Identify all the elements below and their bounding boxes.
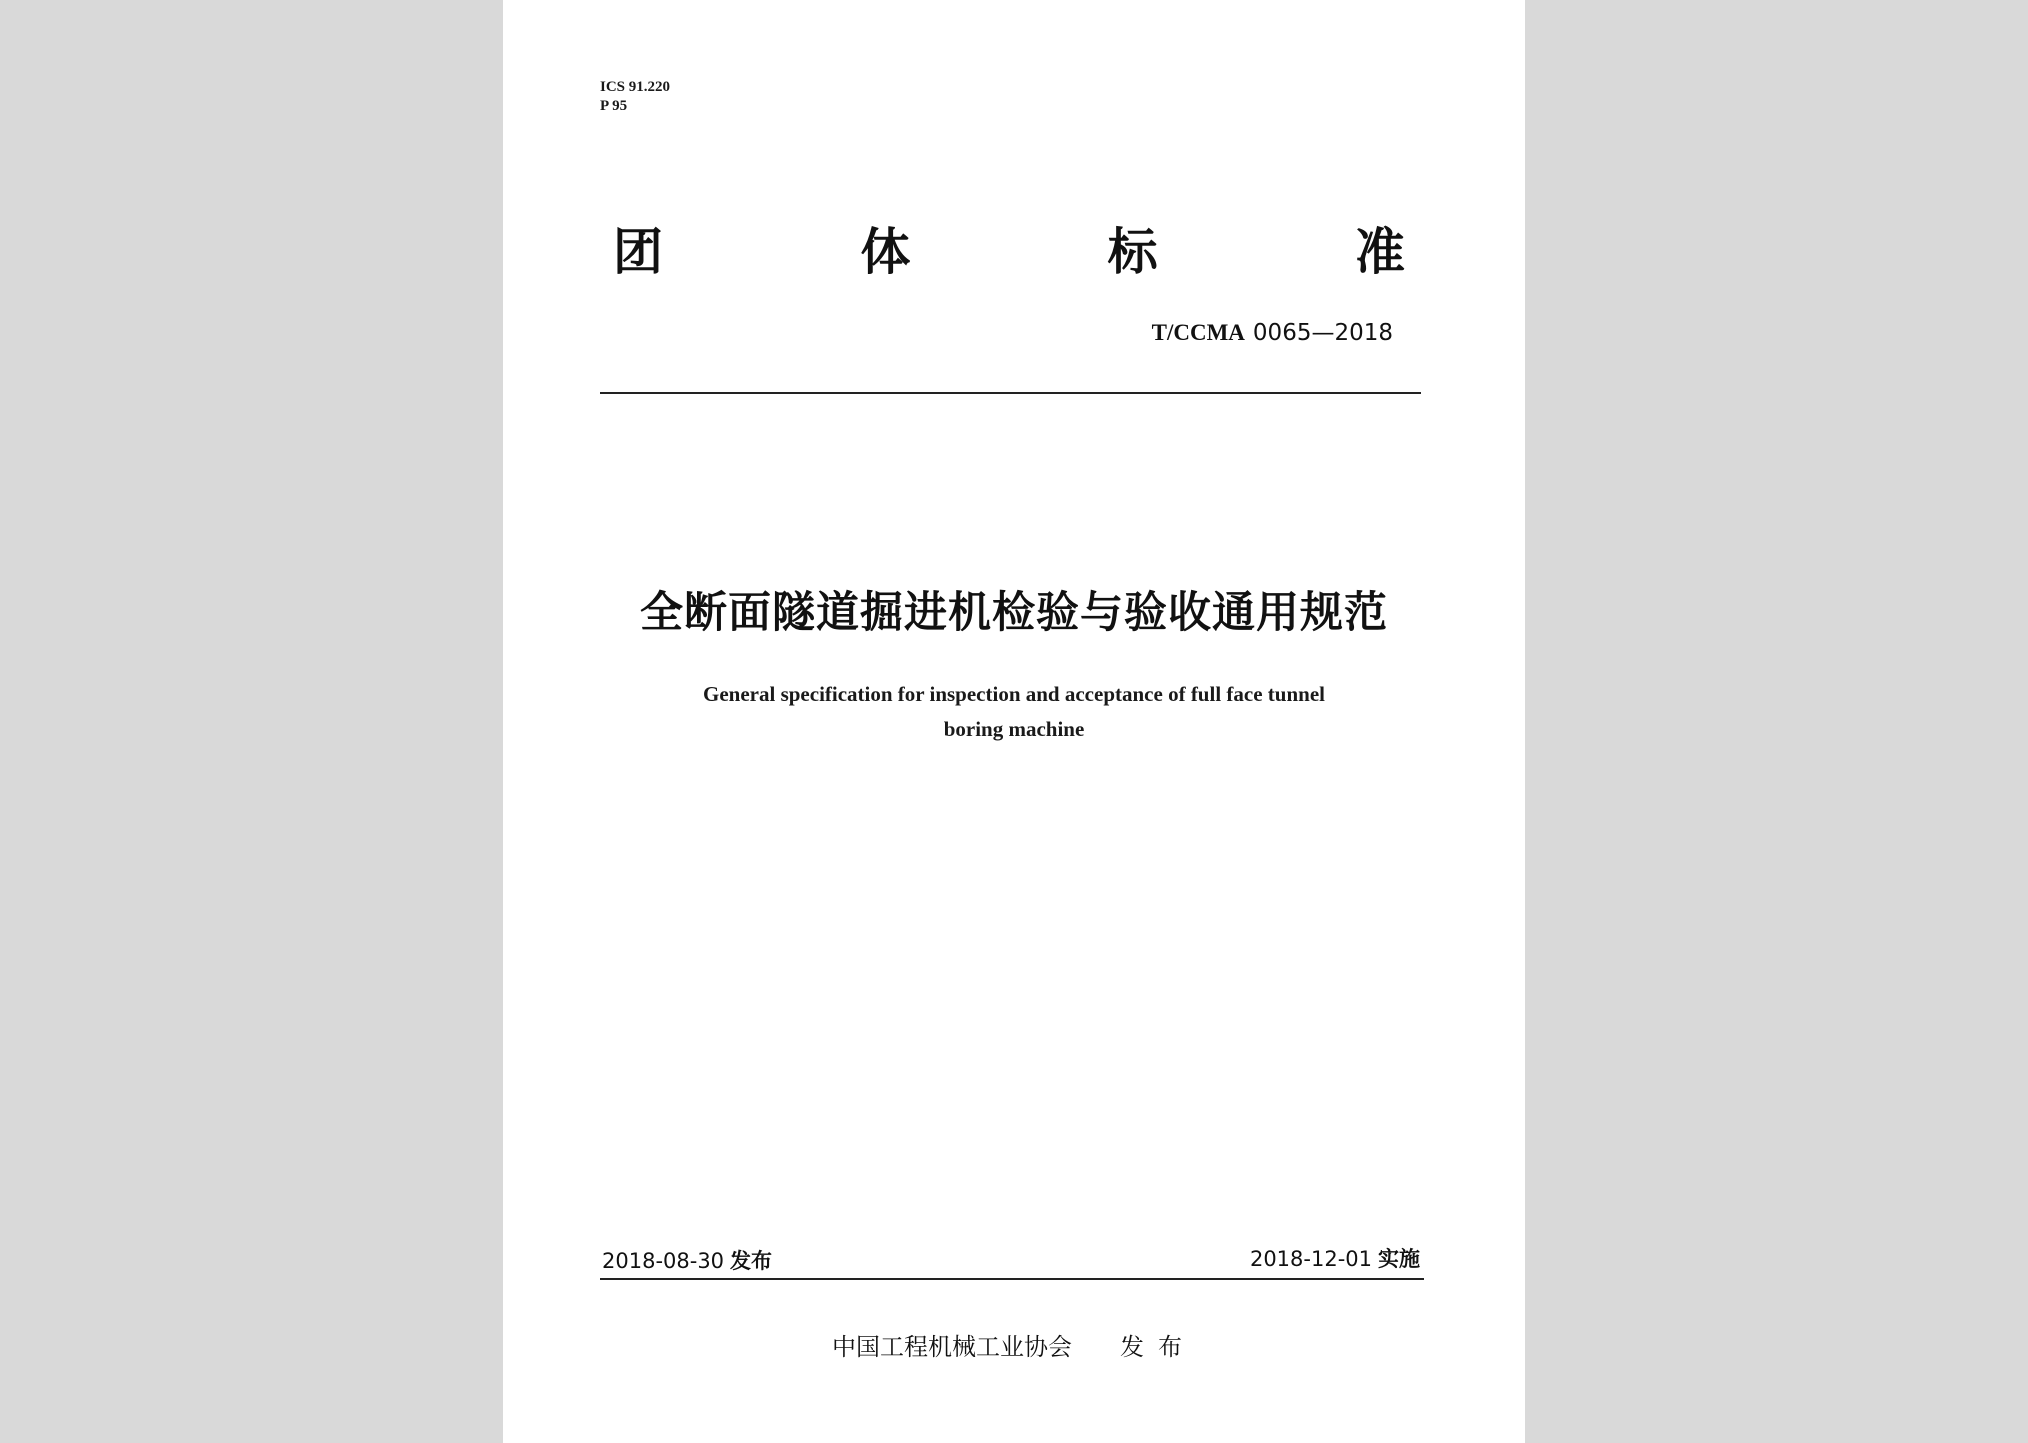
standard-number-prefix: T/CCMA	[1151, 320, 1245, 345]
english-title-line-1: General specification for inspection and acceptance of full face tunnel	[703, 682, 1325, 706]
document-title-english	[503, 677, 1525, 747]
publish-label: 发布	[730, 1249, 773, 1273]
publish-date: 2018-08-30	[602, 1249, 725, 1273]
top-divider	[600, 392, 1421, 394]
classification-codes	[600, 78, 670, 116]
standard-number-value: 0065—2018	[1252, 320, 1393, 346]
standard-type-heading	[613, 222, 1405, 282]
standard-type-char: 体	[860, 223, 911, 281]
publish-date-block	[602, 1245, 772, 1275]
implement-date: 2018-12-01	[1249, 1247, 1372, 1271]
standard-number	[1152, 320, 1393, 346]
document-title-chinese: 全断面隧道掘进机检验与验收通用规范	[640, 588, 1388, 638]
ics-code: ICS 91.220	[600, 79, 671, 95]
publisher-line	[503, 1327, 1525, 1362]
bottom-divider	[600, 1278, 1424, 1280]
english-title-line-2: boring machine	[943, 717, 1085, 741]
implement-date-block	[1250, 1243, 1420, 1273]
standard-type-char: 准	[1354, 223, 1405, 281]
document-page	[503, 0, 1525, 1443]
publisher-verb: 发布	[1120, 1333, 1196, 1361]
implement-label: 实施	[1378, 1247, 1420, 1271]
standard-type-char: 标	[1107, 223, 1158, 281]
publisher-name: 中国工程机械工业协会	[832, 1333, 1072, 1361]
standard-type-char: 团	[613, 223, 663, 281]
ccs-code: P 95	[600, 98, 628, 114]
